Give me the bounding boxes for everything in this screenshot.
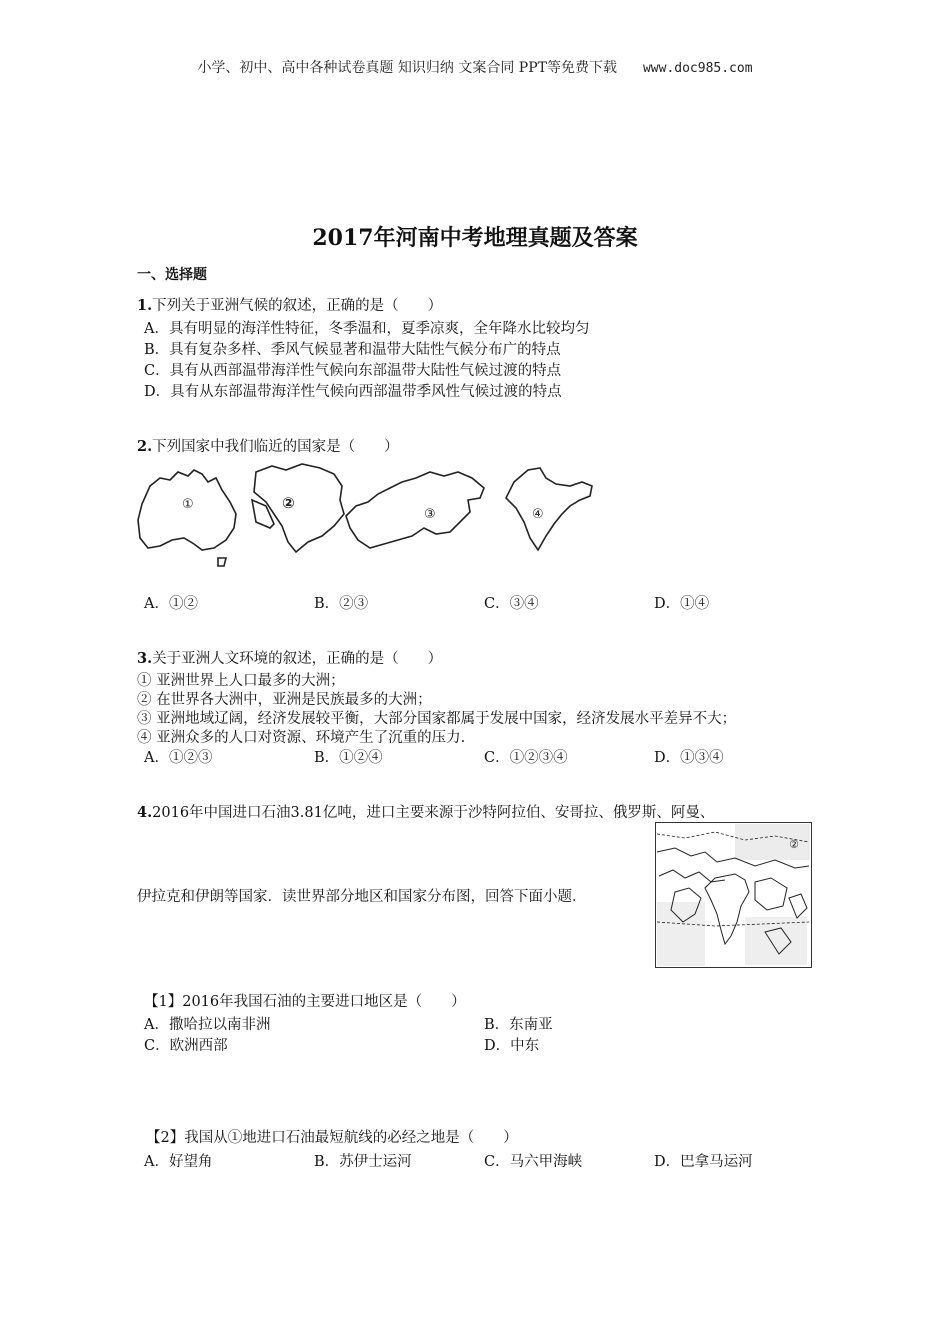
question-3-text: 关于亚洲人文环境的叙述，正确的是（ ） [152, 651, 443, 667]
section-heading: 一、选择题 [137, 267, 207, 283]
question-2-text: 下列国家中我们临近的国家是（ ） [152, 439, 399, 455]
question-3-option-a[interactable]: A．①②③ [144, 750, 213, 766]
map-label-1: ① [182, 497, 194, 512]
question-4-2-option-d[interactable]: D．巴拿马运河 [654, 1154, 753, 1170]
question-1-option-b[interactable]: B．具有复杂多样、季风气候显著和温带大陆性气候分布广的特点 [144, 342, 561, 358]
map-middle-east [246, 462, 348, 556]
question-3-statement-3: ③ 亚洲地域辽阔，经济发展较平衡，大部分国家都属于发展中国家，经济发展水平差异不大； [137, 711, 737, 727]
question-3-option-d[interactable]: D．①③④ [654, 750, 724, 766]
question-2-option-b[interactable]: B．②③ [314, 596, 369, 612]
question-4-stem [137, 803, 714, 824]
question-1-option-c[interactable]: C．具有从西部温带海洋性气候向东部温带大陆性气候过渡的特点 [144, 363, 562, 379]
map-world-region [655, 822, 812, 968]
map-russia [340, 466, 490, 552]
map-australia [136, 468, 242, 572]
question-2-number: 2. [137, 438, 153, 455]
question-2-option-a[interactable]: A．①② [144, 596, 198, 612]
question-1-stem [137, 296, 442, 317]
question-4-1-option-a[interactable]: A．撒哈拉以南非洲 [144, 1017, 271, 1033]
question-4-1-option-d[interactable]: D．中东 [484, 1038, 540, 1054]
question-4-text-line-1: 2016年中国进口石油3.81亿吨，进口主要来源于沙特阿拉伯、安哥拉、俄罗斯、阿曼、 [152, 805, 715, 821]
question-1-text: 下列关于亚洲气候的叙述，正确的是（ ） [152, 298, 443, 314]
question-4-2-stem: 【2】我国从①地进口石油最短航线的必经之地是（ ） [146, 1130, 518, 1146]
header-text: 小学、初中、高中各种试卷真题 知识归纳 文案合同 PPT等免费下载 [197, 60, 617, 76]
question-3-option-b[interactable]: B．①②④ [314, 750, 383, 766]
question-3-number: 3. [137, 650, 153, 667]
question-4-number: 4. [137, 804, 153, 821]
question-3-option-c[interactable]: C．①②③④ [484, 750, 568, 766]
question-2-stem [137, 437, 399, 458]
question-1-option-d[interactable]: D．具有从东部温带海洋性气候向西部温带季风性气候过渡的特点 [144, 384, 562, 400]
question-1-number: 1. [137, 297, 153, 314]
question-4-2-option-a[interactable]: A．好望角 [144, 1154, 213, 1170]
map-label-2: ② [282, 494, 295, 512]
map-world-label-2: ② [789, 838, 799, 851]
page-header [0, 57, 950, 77]
question-2-option-d[interactable]: D．①④ [654, 596, 710, 612]
map-label-3: ③ [424, 507, 436, 522]
page-title: 2017年河南中考地理真题及答案 [312, 225, 638, 251]
map-india [500, 464, 596, 556]
question-3-stem [137, 649, 442, 670]
header-url[interactable]: www.doc985.com [642, 61, 753, 76]
question-3-statement-1: ① 亚洲世界上人口最多的大洲； [137, 673, 345, 689]
question-4-2-option-c[interactable]: C．马六甲海峡 [484, 1154, 583, 1170]
question-2-option-c[interactable]: C．③④ [484, 596, 539, 612]
question-3-statement-2: ② 在世界各大洲中，亚洲是民族最多的大洲； [137, 692, 432, 708]
question-4-1-option-b[interactable]: B．东南亚 [484, 1017, 553, 1033]
question-4-2-option-b[interactable]: B．苏伊士运河 [314, 1154, 412, 1170]
question-3-statement-4: ④ 亚洲众多的人口对资源、环境产生了沉重的压力. [137, 730, 466, 746]
question-4-text-line-2: 伊拉克和伊朗等国家．读世界部分地区和国家分布图，回答下面小题． [137, 889, 587, 905]
question-4-1-option-c[interactable]: C．欧洲西部 [144, 1038, 228, 1054]
question-4-1-stem: 【1】2016年我国石油的主要进口地区是（ ） [144, 994, 466, 1010]
question-1-option-a[interactable]: A．具有明显的海洋性特征，冬季温和，夏季凉爽，全年降水比较均匀 [144, 321, 590, 337]
map-label-4: ④ [532, 507, 544, 522]
